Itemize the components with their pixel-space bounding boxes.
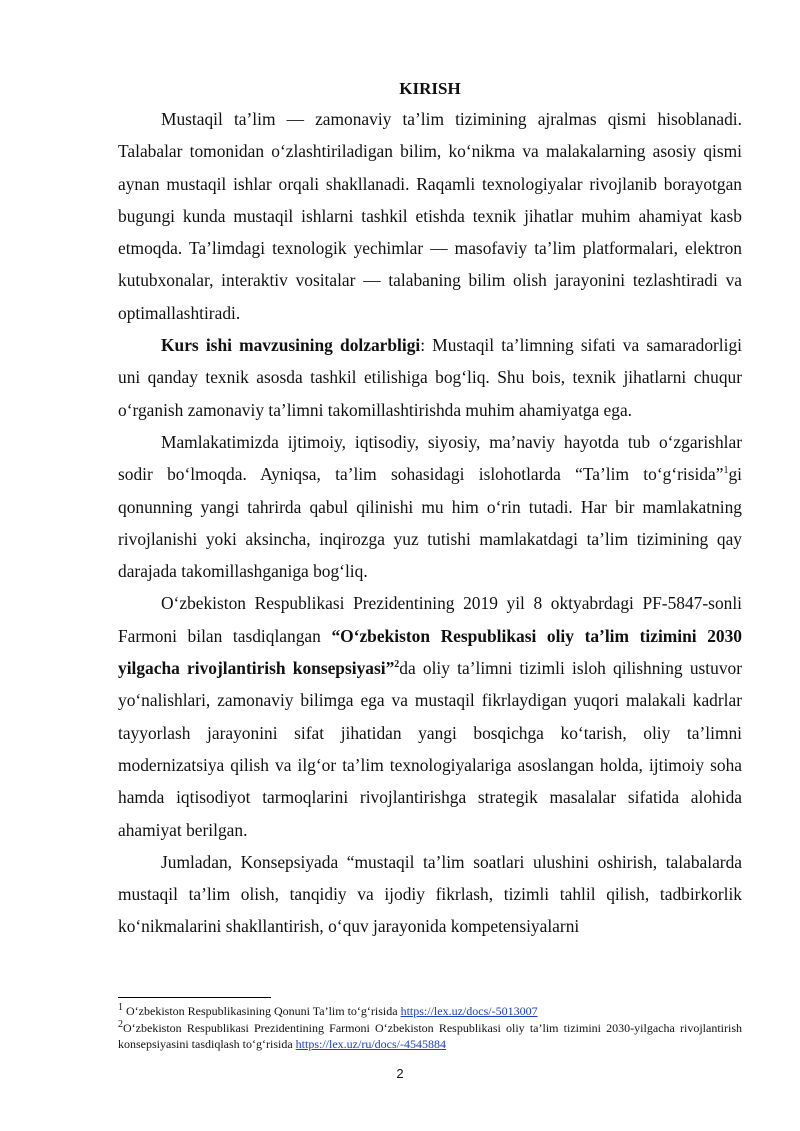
paragraph-intro: Mustaqil ta’lim — zamonaviy ta’lim tizimining ajralmas qismi hisoblanadi. Talabalar tomonidan o‘zlashtiriladigan bilim, ko‘nikma va malakalarning asosiy qismi aynan mustaqil ishlar orqali shakllanadi. Raqamli texnologiyalar rivojlanib borayotgan bugungi kunda mustaqil ishlarni tashkil etishda texnik jihatlar muhim ahamiyat kasb etmoqda. Ta’limdagi texnologik yechimlar — masofaviy ta’lim platformalari, elektron kutubxonalar, interaktiv vositalar — talabaning bilim olish jarayonini tezlashtiradi va optimallashtiradi. <box>118 109 742 323</box>
footnote-2-text: O‘zbekiston Respublikasi Prezidentining Farmoni O‘zbekiston Respublikasi oliy ta’lim tizimini 2030-yilgacha rivojlantirish konsepsiyasini tasdiqlash to‘g‘risida <box>118 1020 742 1051</box>
decree-concept-title: “O‘zbekiston Respublikasi oliy ta’lim tizimini 2030 yilgacha rivojlantirish konsepsiyasi”$^2$ <box>118 625 742 679</box>
footnote-1-link[interactable]: https://lex.uz/docs/-5013007 <box>400 1004 538 1018</box>
reforms-text-after: gi qonunning yangi tahrirda qabul qilinishi mu him o‘rin tutadi. Har bir mamlakatning rivojlanishi yoki aksincha, inqirozga yuz tutishi mamlakatdagi ta’lim tizimining qay darajada takomillashganiga bog‘liq. <box>118 464 742 582</box>
footnote-1-number: 1 <box>118 1002 123 1013</box>
relevance-bold-label: Kurs ishi mavzusining dolzarbligi <box>161 335 421 356</box>
footnote-1 <box>118 1003 742 1020</box>
document-body <box>118 78 742 943</box>
paragraph-concept: Jumladan, Konsepsiyada “mustaqil ta’lim soatlari ulushini oshirish, talabalarda mustaqil ta’lim olish, tanqidiy va ijodiy fikrlash, tizimli tahlil qilish, tadbirkorlik ko‘nikmalarini shakllantirish, o‘quv jarayonida kompetensiyalarni <box>118 851 742 937</box>
paragraph-decree <box>118 587 742 845</box>
footnote-1-text: O‘zbekiston Respublikasining Qonuni Ta’lim to‘g‘risida <box>123 1004 401 1018</box>
page-number: 2 <box>396 1066 404 1081</box>
footnote-2-link[interactable]: https://lex.uz/ru/docs/-4545884 <box>295 1037 446 1051</box>
footnote-ref-1[interactable]: 1 <box>723 465 729 477</box>
paragraph-relevance <box>118 329 742 426</box>
footnote-separator <box>118 997 271 998</box>
decree-text-after: da oliy ta’limni tizimli isloh qilishning ustuvor yo‘nalishlari, zamonaviy bilimga ega va mustaqil fikrlaydigan yuqori malakali kadrlar tayyorlash jarayonini sifat jihatidan yangi bosqichga ko‘tarish, oliy ta’limni modernizatsiya qilish va ilg‘or ta’lim texnologiyalariga asoslangan holda, ijtimoiy soha hamda iqtisodiyot tarmoqlarini rivojlantirishga strategik masalalar sifatida alohida ahamiyat berilgan. <box>118 658 742 840</box>
footnotes <box>118 1003 742 1053</box>
decree-text-before: O‘zbekiston Respublikasi Prezidentining 2019 yil 8 oktyabrdagi PF-5847-sonli Farmoni bilan tasdiqlangan <box>118 593 742 646</box>
section-heading: KIRISH <box>399 79 461 98</box>
reforms-text-before: Mamlakatimizda ijtimoiy, iqtisodiy, siyosiy, ma’naviy hayotda tub o‘zgarishlar sodir bo‘lmoqda. Ayniqsa, ta’lim sohasidagi islohotlarda “Ta’lim to‘g‘risida” <box>118 431 742 485</box>
relevance-text: : Mustaqil ta’limning sifati va samaradorligi uni qanday texnik asosda tashkil etilishiga bog‘liq. Shu bois, texnik jihatlarni chuqur o‘rganish zamonaviy ta’limni takomillashtirishda muhim ahamiyatga ega. <box>118 335 742 420</box>
footnote-2-number: 2 <box>118 1018 123 1030</box>
footnote-ref-2[interactable]: 2 <box>394 659 400 671</box>
footnote-2 <box>118 1020 742 1053</box>
paragraph-reforms <box>118 426 742 587</box>
